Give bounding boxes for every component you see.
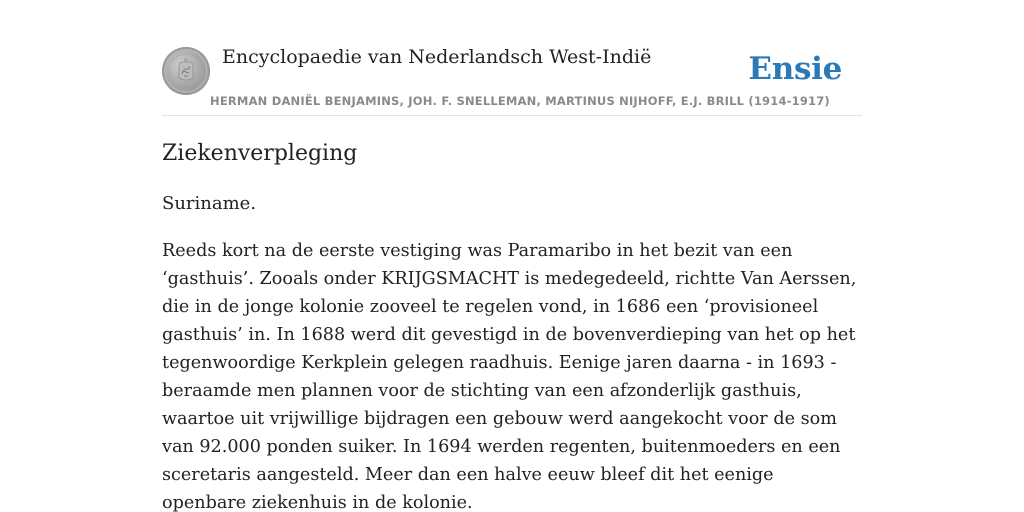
site-header — [162, 42, 862, 116]
page-title: Ziekenverpleging — [162, 141, 358, 166]
article-paragraph: Reeds kort na de eerste vestiging was Paramaribo in het bezit van een ‘gasthuis’. Zooals onder KRIJGSMACHT is medegedeeld, richtte Van Aerssen, die in de jonge kolonie zooveel te regelen vond, in 1686 een ‘provisioneel gasthuis’ in. In 1688 werd dit gevestigd in de bovenverdieping van het op het tegenwoordige Kerkplein gelegen raadhuis. Eenige jaren daarna - in 1693 - beraamde men plannen voor de stichting van een afzonderlijk gasthuis, waartoe uit vrijwillige bijdragen een gebouw werd aangekocht voor de som van 92.000 ponden suiker. In 1694 werden regenten, buitenmoeders en een sceretaris aangesteld. Meer dan een halve eeuw bleef dit het eenige openbare ziekenhuis in de kolonie. — [162, 241, 857, 512]
book-title[interactable]: Encyclopaedie van Nederlandsch West-Indië — [222, 46, 652, 68]
coin-seal-graphic — [162, 47, 210, 95]
article-content — [162, 138, 862, 512]
book-authors: HERMAN DANIËL BENJAMINS, JOH. F. SNELLEMAN, MARTINUS NIJHOFF, E.J. BRILL (1914-1917) — [210, 94, 830, 108]
ensie-logo-link[interactable]: Ensie — [748, 51, 842, 87]
article-subheading: Suriname. — [162, 193, 257, 214]
coin-seal-icon[interactable] — [162, 47, 210, 95]
